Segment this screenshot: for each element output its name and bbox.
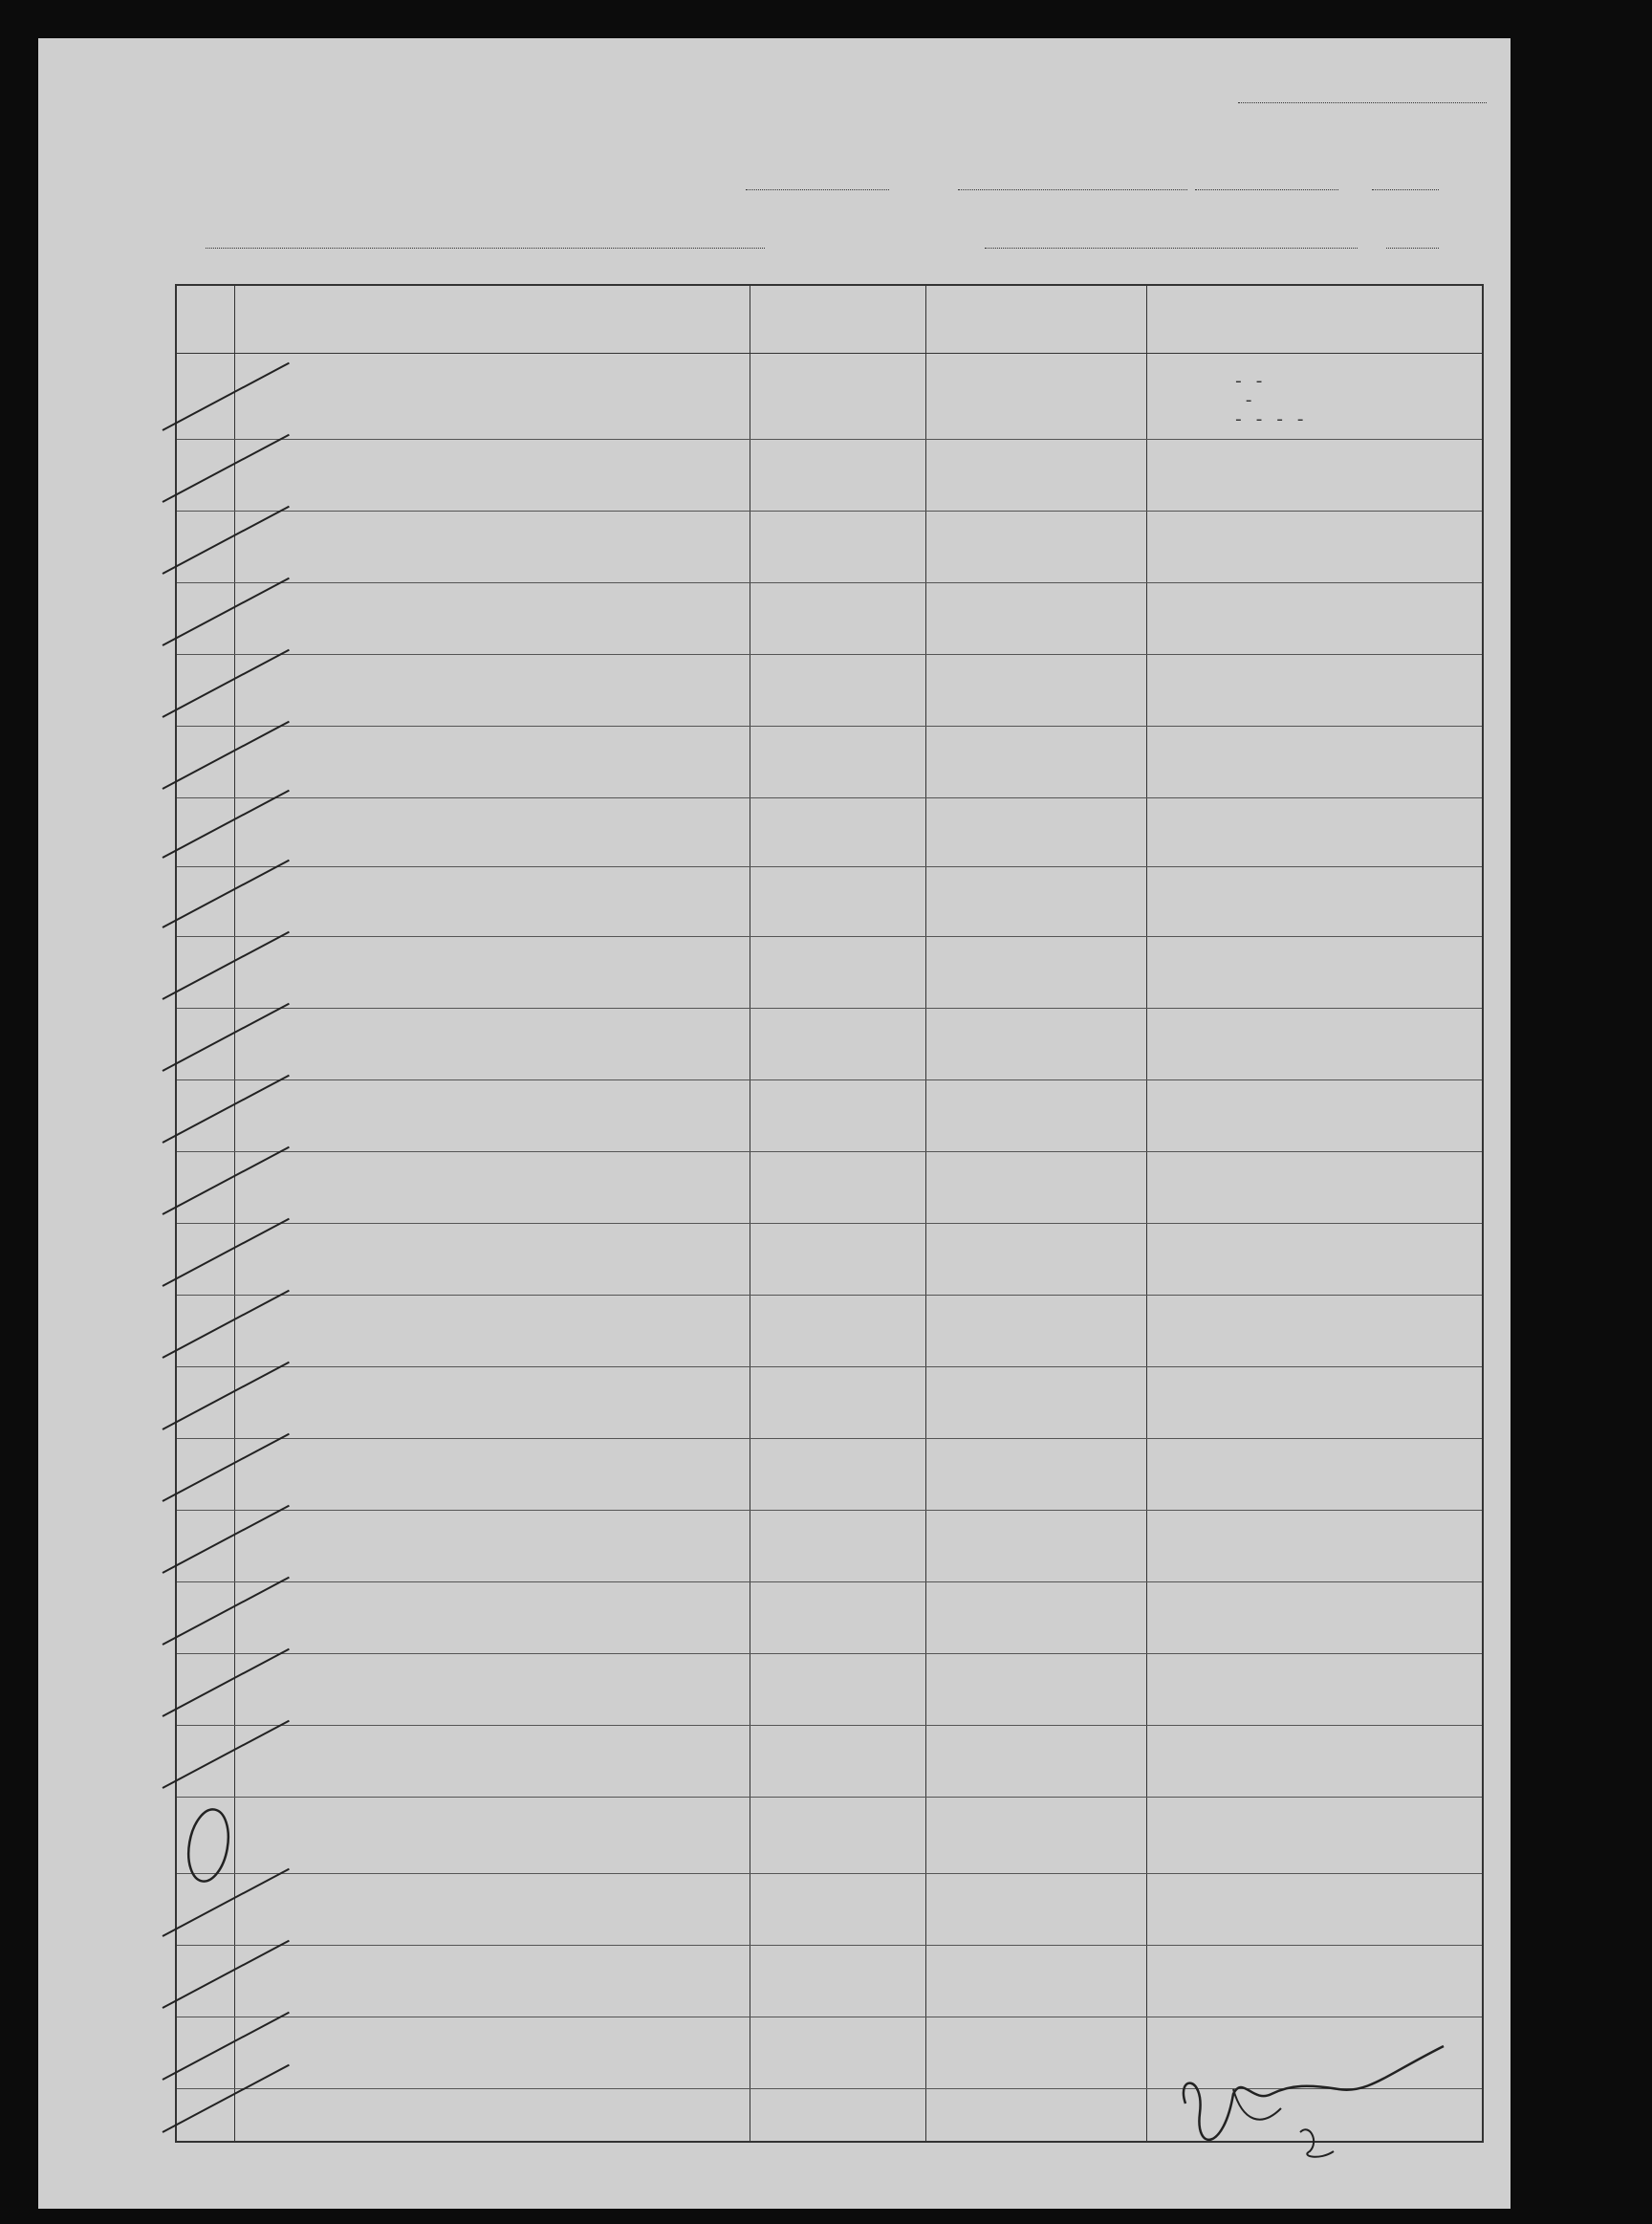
check-mark (163, 1720, 290, 1789)
row-rule (177, 439, 1482, 440)
row-rule (177, 1797, 1482, 1798)
check-mark (163, 1003, 290, 1072)
check-mark (163, 1290, 290, 1359)
check-mark (163, 362, 290, 431)
check-mark (163, 434, 290, 503)
check-mark (163, 931, 290, 1000)
class-line (746, 189, 889, 190)
row-rule (177, 936, 1482, 937)
row-rule (177, 1725, 1482, 1726)
row-rule (177, 1151, 1482, 1152)
row-rule (177, 726, 1482, 727)
check-mark (163, 1648, 290, 1717)
check-mark (163, 2064, 290, 2133)
row-rule (177, 1366, 1482, 1367)
year-line (1372, 189, 1439, 190)
arrival-year-line (1386, 248, 1439, 249)
date-line (1195, 189, 1338, 190)
check-mark (163, 1505, 290, 1574)
row-rule (177, 1079, 1482, 1080)
vessel-line (206, 248, 765, 249)
row-rule (177, 866, 1482, 867)
from-line (958, 189, 1187, 190)
row-rule (177, 1295, 1482, 1296)
check-mark (163, 1577, 290, 1646)
check-mark (163, 860, 290, 928)
check-mark (163, 1362, 290, 1430)
row-rule (177, 1438, 1482, 1439)
officer-redaction-marks: - - - - - - - (1233, 373, 1306, 430)
row-rule (177, 1008, 1482, 1009)
row-rule (177, 1223, 1482, 1224)
row-rule (177, 511, 1482, 512)
row-rule (177, 797, 1482, 798)
check-mark (163, 506, 290, 575)
check-mark (163, 1075, 290, 1144)
check-mark (163, 790, 290, 859)
handwritten-signature (1166, 2037, 1453, 2170)
row-rule (177, 1653, 1482, 1654)
check-mark (163, 1218, 290, 1287)
header-rule (177, 353, 1482, 354)
row-rule (177, 1581, 1482, 1582)
row-rule (177, 1510, 1482, 1511)
row-rule (177, 1945, 1482, 1946)
circle-mark-line-21 (182, 1802, 239, 1888)
row-rule (177, 654, 1482, 655)
column-divider (925, 286, 926, 2141)
passenger-table (175, 284, 1484, 2143)
row-rule (177, 1873, 1482, 1874)
arriving-line (985, 248, 1358, 249)
check-mark (163, 1940, 290, 2009)
check-mark (163, 578, 290, 646)
list-no-line (1238, 102, 1487, 103)
check-mark (163, 2012, 290, 2081)
check-mark (163, 721, 290, 790)
row-rule (177, 582, 1482, 583)
passenger-list-form (38, 38, 1511, 2209)
check-mark (163, 1433, 290, 1502)
column-divider (1146, 286, 1147, 2141)
check-mark (163, 649, 290, 718)
check-mark (163, 1146, 290, 1215)
